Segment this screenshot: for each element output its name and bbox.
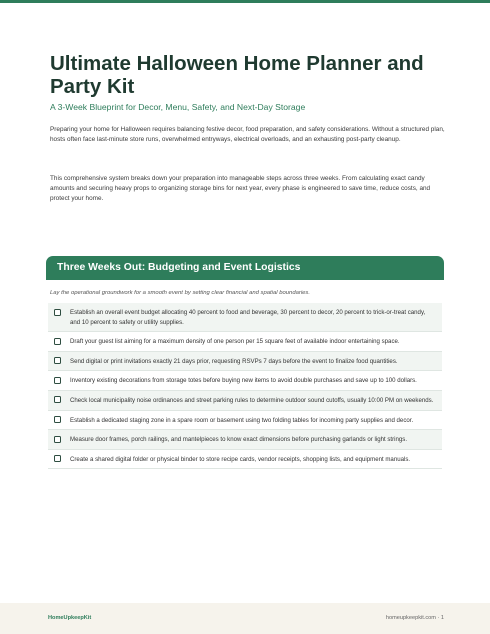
checklist-item-text: Create a shared digital folder or physical binder to store recipe cards, vendor receipts, shopping lists, and equipment manuals. [70, 455, 411, 463]
checkbox[interactable] [54, 338, 61, 345]
section-intro: Lay the operational groundwork for a smooth event by setting clear financial and spatial boundaries. [50, 290, 311, 296]
checklist-item [48, 352, 442, 372]
checklist-item [48, 450, 442, 470]
checkbox[interactable] [54, 377, 61, 384]
checklist-item-text: Measure door frames, porch railings, and mantelpieces to know exact dimensions before purchasing garlands or light strings. [70, 436, 408, 444]
checkbox[interactable] [54, 455, 61, 462]
intro-paragraph-2: This comprehensive system breaks down your preparation into manageable steps across three weeks. From calculating exact candy amounts and securing heavy props to organizing storage bins for next year, every phase is engineered to save time, reduce costs, and protect your home. [50, 174, 431, 203]
section-header: Three Weeks Out: Budgeting and Event Logistics [46, 256, 444, 280]
checklist-item-text: Establish a dedicated staging zone in a spare room or basement using two folding tables for incoming party supplies and decor. [70, 416, 414, 424]
checklist-item-text: Send digital or print invitations exactly 21 days prior, requesting RSVPs 7 days before the event to finalize food quantities. [70, 357, 398, 365]
page-footer [0, 603, 490, 634]
page-subtitle: A 3-Week Blueprint for Decor, Menu, Safety, and Next-Day Storage [50, 102, 306, 112]
checkbox[interactable] [54, 396, 61, 403]
task-checklist [48, 303, 442, 469]
checklist-item [48, 411, 442, 431]
checklist-item-text: Inventory existing decorations from storage totes before buying new items to avoid double purchases and save up to 100 dollars. [70, 377, 417, 385]
checkbox[interactable] [54, 436, 61, 443]
checklist-item-text: Check local municipality noise ordinances and street parking rules to determine outdoor sound cutoffs, usually 10:00 PM on weekends. [70, 396, 434, 404]
checklist-item-text: Draft your guest list aiming for a maximum density of one person per 15 square feet of available indoor entertaining space. [70, 338, 400, 346]
footer-site-page: homeupkeepkit.com · 1 [385, 615, 444, 621]
checklist-item [48, 332, 442, 352]
page-title: Ultimate Halloween Home Planner and Party Kit [50, 52, 424, 98]
checklist-item [48, 430, 442, 450]
checkbox[interactable] [54, 416, 61, 423]
top-accent-rule [0, 0, 490, 3]
checklist-item [48, 391, 442, 411]
checklist-item-text: Establish an overall event budget allocating 40 percent to food and beverage, 30 percent to decor, 20 percent to trick-or-treat candy, and 10 percent to safety or utility supplies. [70, 309, 426, 326]
checklist-item [48, 371, 442, 391]
checklist-item [48, 303, 442, 332]
intro-paragraph-1: Preparing your home for Halloween requires balancing festive decor, food preparation, and safety considerations. Without a structured plan, hosts often face last-minute store runs, overwhelmed entryways, electrical overloads, and an exhausting post-party cleanup. [50, 126, 445, 144]
checkbox[interactable] [54, 357, 61, 364]
checkbox[interactable] [54, 309, 61, 316]
footer-brand: HomeUpkeepKit [48, 615, 92, 621]
document-header [50, 52, 445, 204]
